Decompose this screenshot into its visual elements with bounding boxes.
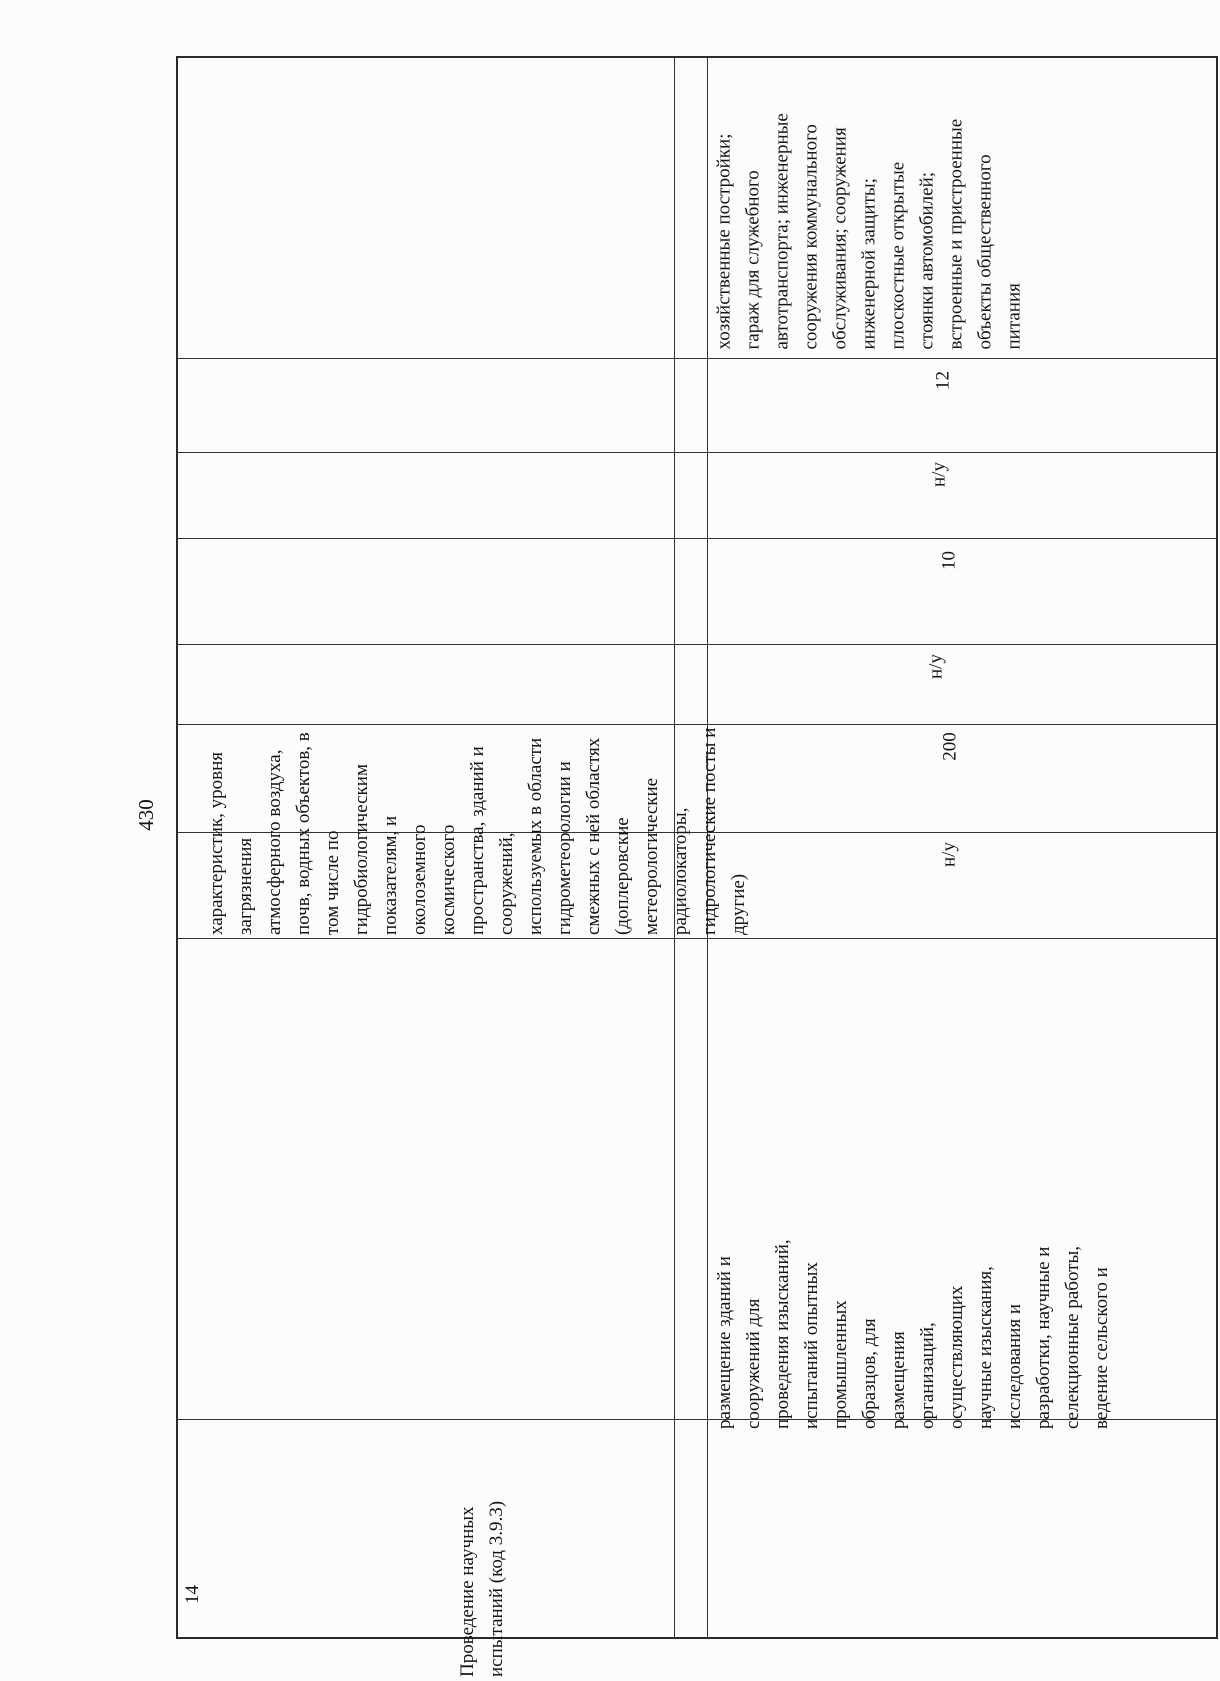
row-14-description: размещение зданий и сооружений для проведения изысканий, испытаний опытных промышленных образцов, для размещения организаций, осуществляющих научные изыскания, исследования и разработки, научные и селекционные работы, ведение сельского и xyxy=(714,1239,1112,1429)
column-divider xyxy=(178,358,1216,359)
column-divider xyxy=(178,452,1216,453)
row-14-param-3: н/у xyxy=(925,654,947,679)
row-14-param-1: н/у xyxy=(938,842,960,867)
row-14-param-5: н/у xyxy=(928,462,950,487)
land-use-table xyxy=(176,56,1218,1677)
row-14-number: 14 xyxy=(182,1585,203,1604)
row-14-param-4: 10 xyxy=(938,551,960,570)
page-number: 430 xyxy=(134,799,158,831)
row-14-param-6: 12 xyxy=(932,371,954,390)
row-14-auxiliary-uses: хозяйственные постройки; гараж для служебного автотранспорта; инженерные сооружения коммунального обслуживания; сооружения инженерной защиты; плоскостные открытые стоянки автомобилей; встроенные и пристроенные объекты общественного питания xyxy=(713,112,1024,349)
row-14-name: Проведение научных испытаний (код 3.9.3) xyxy=(457,1500,507,1677)
prev-row-description: характеристик, уровня загрязнения атмосферного воздуха, почв, водных объектов, в том числе по гидробиологическим показателям, и околоземного космического пространства, зданий и сооружений, используемых в области гидрометеорологии и смежных с ней областях (доплеровские метеорологические радиолокаторы, гидрологические посты и другие) xyxy=(205,727,749,935)
row-14-param-2: 200 xyxy=(939,732,961,761)
